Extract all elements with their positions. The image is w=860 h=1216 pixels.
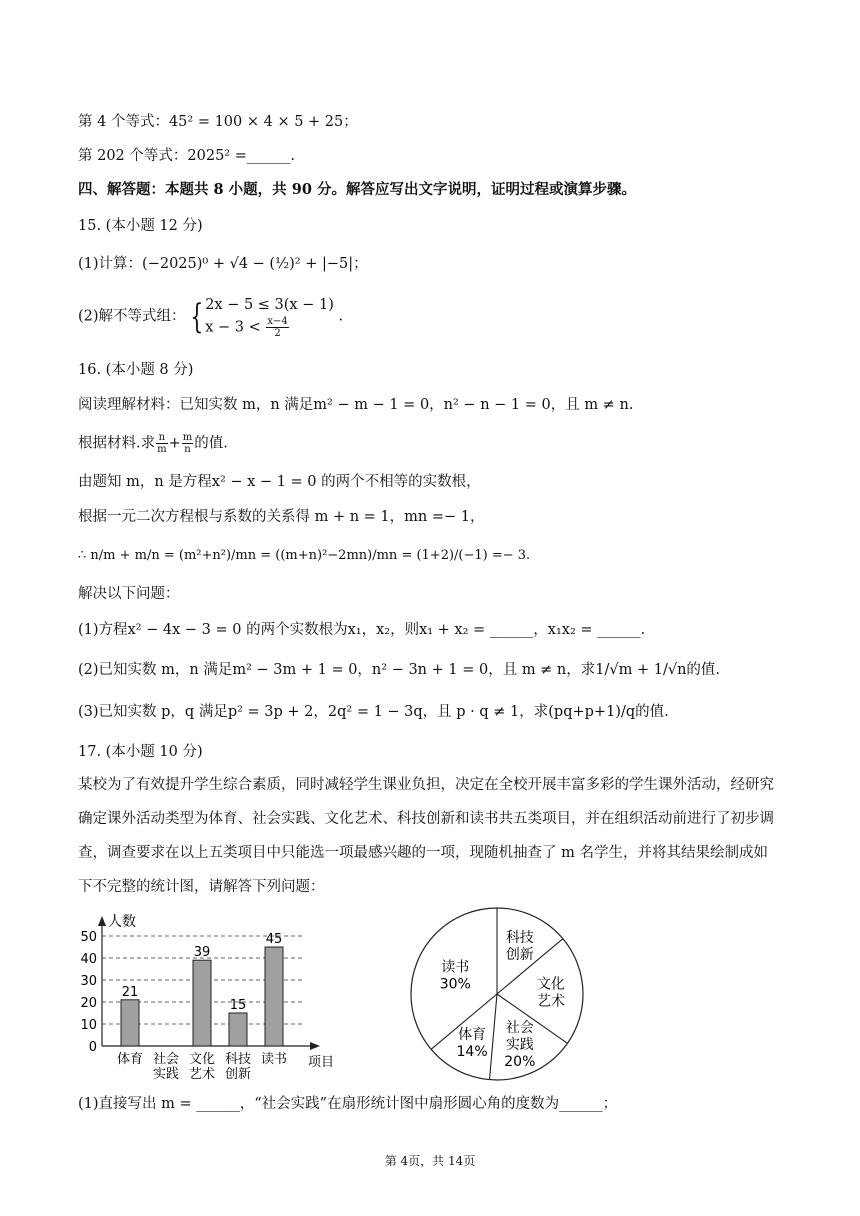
q17-description: 某校为了有效提升学生综合素质，同时减轻学生课业负担，决定在全校开展丰富多彩的学生课外活动，经研究确定课外活动类型为体育、社会实践、文化艺术、科技创新和读书共五类项目，并在组织活动前进行了初步调查，调查要求在以上五类项目中只能选一项最感兴趣的一项，现随机抽查了 m 名学生，并将其结果绘制成如下不完整的统计图，请解答下列问题：: [78, 777, 774, 895]
q16-ask: 根据材料.求 $\frac{n}{m}$ + $\frac{m}{n}$ 的值.: [78, 432, 228, 455]
q16-heading: 16. (本小题 8 分): [78, 362, 194, 378]
page-footer: 第 4页，共 14页: [384, 1154, 476, 1168]
pie-slice-percent: 30%: [439, 976, 471, 993]
x-axis-arrow-icon: [310, 1042, 320, 1050]
q15-part2-prefix: (2)解不等式组：: [78, 308, 186, 325]
q16-part2: (2)已知实数 m，n 满足m² − 3m + 1 = 0，n² − 3n + 1 = 0，且 m ≠ n，求1/√m + 1/√n的值.: [78, 662, 721, 678]
x-axis-title: 项目: [308, 1055, 335, 1070]
y-axis-title: 人数: [108, 914, 136, 930]
y-tick-label: 20: [80, 996, 97, 1011]
y-tick-label: 10: [80, 1018, 97, 1033]
fraction: [266, 316, 288, 339]
q16-ask-suffix: 的值.: [194, 435, 228, 452]
bar-chart: [70, 910, 350, 1080]
bar: [193, 960, 211, 1046]
x-tick-label: 读书: [260, 1052, 288, 1067]
q17-heading: 17. (本小题 10 分): [78, 744, 203, 760]
x-tick-label: 艺术: [188, 1067, 216, 1080]
bar-value-label: 21: [121, 984, 139, 1000]
q16-ask-prefix: 根据材料.求: [78, 435, 156, 452]
q15-part1: (1)计算：(−2025)⁰ + √4 − (½)² + |−5|；: [78, 256, 368, 272]
inequality-system: [205, 294, 334, 339]
inequality-2: [205, 316, 334, 339]
x-tick-label: 体育: [116, 1052, 144, 1067]
pie-slice-label: 读书: [441, 959, 470, 976]
inequality-1: 2x − 5 ≤ 3(x − 1): [205, 297, 334, 313]
pie-slice-percent: 20%: [504, 1053, 536, 1070]
y-tick-label: 0: [88, 1040, 97, 1055]
bar: [265, 947, 283, 1046]
y-tick-label: 30: [80, 974, 97, 989]
pie-slice-label: 科技: [505, 930, 534, 947]
q17-part1: (1)直接写出 m = ______，“社会实践”在扇形统计图中扇形圆心角的度数为______；: [78, 1096, 618, 1112]
q16-solve-label: 解决以下问题：: [78, 586, 180, 602]
q15-heading: 15. (本小题 12 分): [78, 218, 203, 234]
pie-slice-percent: 14%: [456, 1043, 488, 1060]
fraction-numerator: x−4: [267, 316, 288, 327]
bar: [121, 1000, 139, 1046]
bar-value-label: 15: [229, 998, 247, 1013]
y-tick-label: 40: [80, 952, 97, 967]
q16-material: 阅读理解材料：已知实数 m，n 满足m² − m − 1 = 0，n² − n − 1 = 0，且 m ≠ n.: [78, 397, 634, 413]
q16-derivation: ∴ n/m + m/n = (m²+n²)/mn = ((m+n)²−2mn)/mn = (1+2)/(−1) =− 3.: [78, 548, 531, 563]
equation-4: 第 4 个等式：45² = 100 × 4 × 5 + 25；: [78, 114, 358, 130]
equation-202: 第 202 个等式：2025² =______.: [78, 148, 295, 164]
bar: [229, 1013, 247, 1046]
q16-part3: (3)已知实数 p，q 满足p² = 3p + 2，2q² = 1 − 3q，且 p · q ≠ 1，求(pq+p+1)/q的值.: [78, 704, 669, 720]
fraction-m-over-n: $\frac{m}{n}$: [182, 432, 193, 455]
left-brace-icon: {: [189, 296, 203, 337]
pie-slice-label: 创新: [505, 947, 534, 964]
fraction-n-over-m: $\frac{n}{m}$: [157, 432, 167, 455]
pie-chart: [405, 902, 595, 1082]
pie-slice-label: 体育: [458, 1026, 487, 1043]
x-tick-label: 科技: [224, 1052, 252, 1067]
q15-part2: (2)解不等式组： { 2x − 5 ≤ 3(x − 1) x − 3 < $\frac{x-4}{2}$ .: [78, 294, 343, 339]
pie-slice-label: 艺术: [536, 993, 565, 1010]
q16-vieta: 根据一元二次方程根与系数的关系得 m + n = 1，mn =− 1，: [78, 509, 485, 525]
pie-slice-label: 文化: [536, 976, 565, 993]
q16-part1: (1)方程x² − 4x − 3 = 0 的两个实数根为x₁，x₂，则x₁ + x₂ = ______，x₁x₂ = ______.: [78, 622, 646, 638]
y-tick-label: 50: [80, 930, 97, 945]
x-tick-label: 实践: [152, 1067, 180, 1080]
x-tick-label: 社会: [152, 1052, 180, 1067]
q16-roots: 由题知 m，n 是方程x² − x − 1 = 0 的两个不相等的实数根，: [78, 474, 481, 490]
bar-value-label: 39: [193, 945, 211, 961]
bar-value-label: 45: [265, 932, 283, 947]
y-axis-arrow-icon: [98, 916, 106, 926]
inequality-2-left: x − 3 <: [205, 319, 261, 336]
pie-slice-label: 社会: [505, 1019, 534, 1036]
fraction-denominator: 2: [274, 328, 281, 339]
x-tick-label: 创新: [224, 1067, 252, 1080]
x-tick-label: 文化: [188, 1052, 216, 1067]
pie-slice-label: 实践: [505, 1036, 534, 1053]
section-heading: 四、解答题：本题共 8 小题，共 90 分。解答应写出文字说明，证明过程或演算步骤。: [78, 181, 636, 198]
